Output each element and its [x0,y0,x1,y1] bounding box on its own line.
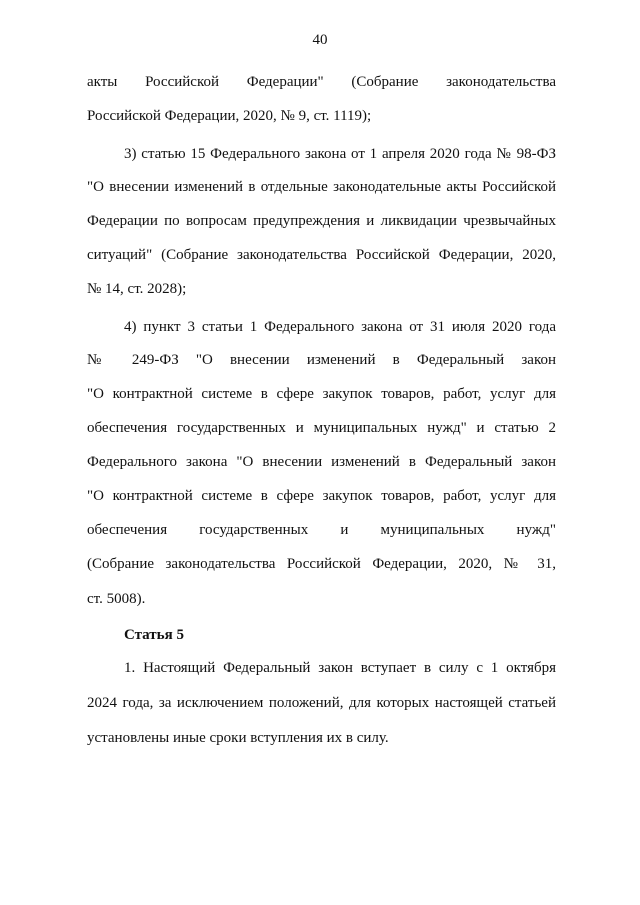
text-line: "О внесении изменений в отдельные законодательные акты Российской [87,179,556,195]
text-line: № 14, ст. 2028); [87,281,187,297]
text-line: акты Российской Федерации" (Собрание законодательства [87,74,556,90]
text-line: 4) пункт 3 статьи 1 Федерального закона от 31 июля 2020 года [124,319,556,335]
text-line: 2024 года, за исключением положений, для которых настоящей статьей [87,695,556,711]
text-line: установлены иные сроки вступления их в силу. [87,730,389,746]
text-line: № 249-ФЗ "О внесении изменений в Федеральный закон [87,352,556,368]
text-line: обеспечения государственных и муниципальных нужд" и статью 2 [87,420,556,436]
text-line: (Собрание законодательства Российской Федерации, 2020, № 31, [87,556,556,572]
text-line: ст. 5008). [87,591,146,607]
text-line: "О контрактной системе в сфере закупок товаров, работ, услуг для [87,386,556,402]
text-line: ситуаций" (Собрание законодательства Российской Федерации, 2020, [87,247,556,263]
text-line: "О контрактной системе в сфере закупок товаров, работ, услуг для [87,488,556,504]
text-line: Российской Федерации, 2020, № 9, ст. 1119); [87,108,372,124]
text-line: Федерального закона "О внесении изменений в Федеральный закон [87,454,556,470]
page-number: 40 [312,32,328,48]
text-line: Федерации по вопросам предупреждения и ликвидации чрезвычайных [87,213,556,229]
text-line: 1. Настоящий Федеральный закон вступает в силу с 1 октября [124,660,556,676]
text-line: 3) статью 15 Федерального закона от 1 апреля 2020 года № 98-ФЗ [124,146,556,162]
text-line: обеспечения государственных и муниципальных нужд" [87,522,556,538]
article-heading: Статья 5 [124,627,184,643]
